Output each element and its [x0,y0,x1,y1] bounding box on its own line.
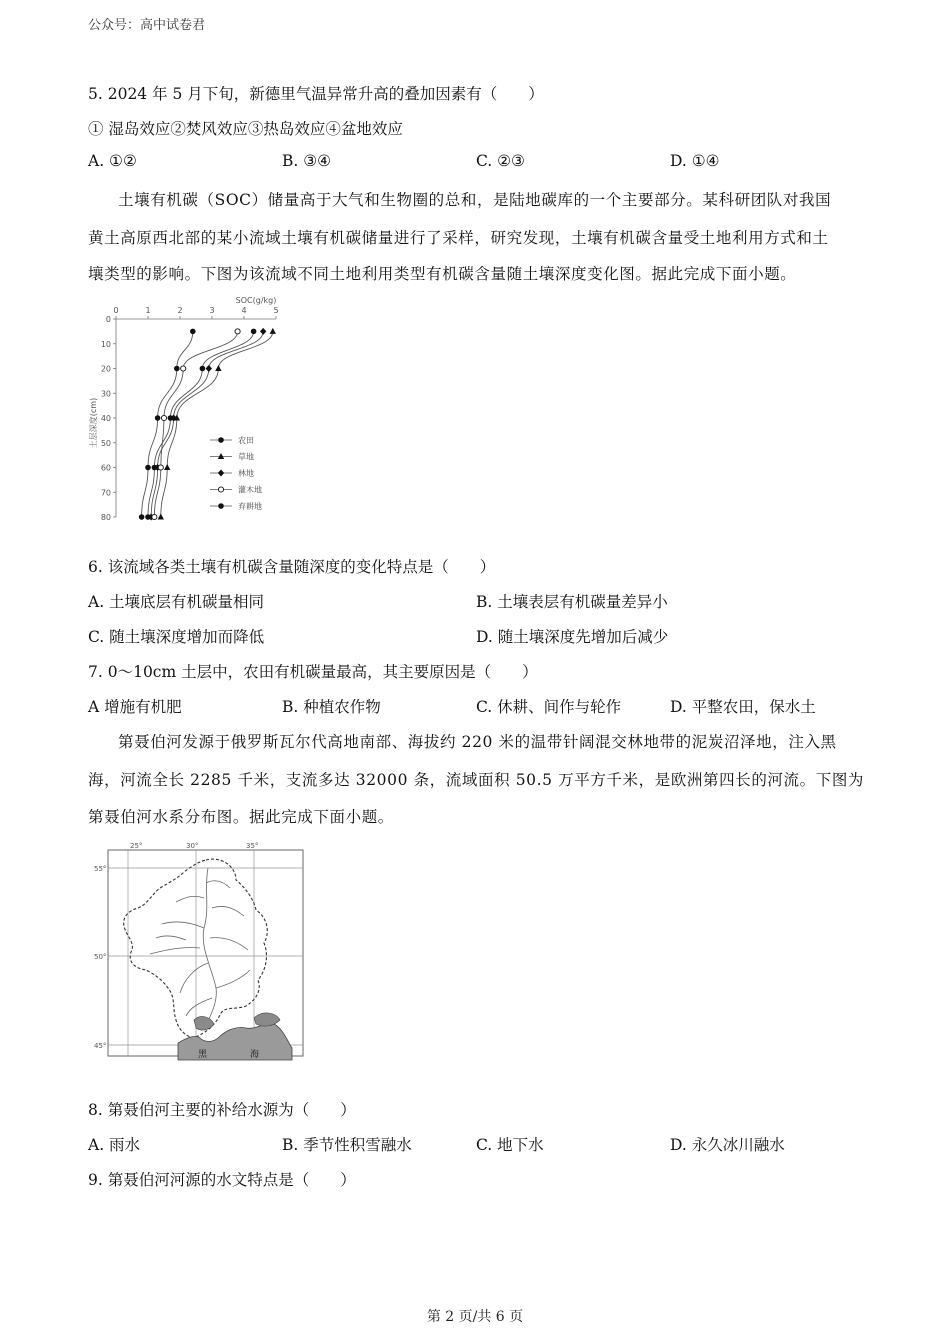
lon-label-30: 30° [186,842,199,850]
q9-stem: 9. 第聂伯河河源的水文特点是（ ） [88,1171,356,1189]
x-tick-label: 4 [241,306,247,315]
legend-marker-2 [218,470,224,477]
passage2-line-2: 海，河流全长 2285 千米，支流多达 32000 条，流域面积 50.5 万平方千米，是欧洲第四长的河流。下图为 [88,771,865,789]
series-4-point [174,366,180,372]
q5-option-c[interactable]: C. ②③ [476,152,525,170]
q6-option-b[interactable]: B. 土壤表层有机碳量差异小 [476,593,668,611]
passage1-line-3: 壤类型的影响。下图为该流域不同土地利用类型有机碳含量随土壤深度变化图。据此完成下面小题。 [88,265,797,283]
page-header-account: 公众号：高中试卷君 [88,18,206,33]
series-4-point [155,415,161,421]
q5-items: ① 湿岛效应②焚风效应③热岛效应④盆地效应 [88,120,403,138]
q7-option-a[interactable]: A 增施有机肥 [88,698,182,716]
legend-label-4: 弃耕地 [238,502,262,511]
sea-label-1: 黑 [198,1050,208,1060]
q7-stem: 7. 0～10cm 土层中，农田有机碳量最高，其主要原因是（ ） [88,663,538,681]
legend-label-3: 灌木地 [238,485,262,495]
legend-marker-1 [218,453,224,459]
y-tick-label: 10 [100,339,111,349]
series-0-point [251,329,257,335]
q5-option-b[interactable]: B. ③④ [282,152,332,170]
x-tick-label: 0 [113,306,119,315]
series-1-point [215,365,221,371]
q6-option-d[interactable]: D. 随土壤深度先增加后减少 [476,628,669,646]
series-line-4 [142,331,193,517]
series-1-point [164,464,170,470]
series-2-point [206,365,212,372]
q6-option-c[interactable]: C. 随土壤深度增加而降低 [88,628,265,646]
legend-label-2: 林地 [238,469,254,478]
y-tick-label: 70 [100,488,111,498]
chart-y-axis-label: 土层深度(cm) [89,397,98,449]
y-tick-label: 50 [100,438,111,448]
series-4-point [139,514,145,520]
series-3-point [235,329,240,334]
q8-option-b[interactable]: B. 季节性积雪融水 [282,1136,412,1154]
soc-depth-chart [86,293,310,528]
series-1-point [270,328,276,334]
x-tick-label: 2 [177,306,183,315]
series-3-point [161,415,166,420]
series-0-point [200,366,206,372]
y-tick-label: 60 [100,463,111,473]
legend-label-0: 农田 [238,436,254,445]
series-3-point [158,465,163,470]
q6-option-a[interactable]: A. 土壤底层有机碳量相同 [88,593,265,611]
q6-stem: 6. 该流域各类土壤有机碳含量随深度的变化特点是（ ） [88,558,496,576]
dnieper-river-map [86,838,308,1064]
y-tick-label: 80 [100,513,111,522]
legend-label-1: 草地 [238,452,254,462]
series-4-point [190,329,196,335]
page-footer-number: 第 2 页/共 6 页 [426,1309,524,1325]
y-tick-label: 20 [100,364,111,374]
q8-option-d[interactable]: D. 永久冰川融水 [670,1136,785,1154]
lon-label-35: 35° [246,842,259,850]
x-tick-label: 3 [209,306,215,315]
legend-marker-3 [218,487,223,492]
q7-option-c[interactable]: C. 休耕、间作与轮作 [476,698,622,716]
x-tick-label: 1 [145,306,151,315]
lat-label-55: 55° [94,865,107,873]
series-3-point [152,514,157,519]
chart-title: SOC(g/kg) [235,296,277,305]
series-1-point [158,514,164,520]
q7-option-b[interactable]: B. 种植农作物 [282,698,381,716]
y-tick-label: 0 [105,315,111,324]
lon-label-25: 25° [130,842,143,850]
series-4-point [145,465,151,471]
q7-option-d[interactable]: D. 平整农田，保水土 [670,698,816,716]
q5-option-d[interactable]: D. ①④ [670,152,720,170]
q5-option-a[interactable]: A. ①② [88,152,137,170]
lat-label-45: 45° [94,1042,107,1050]
y-tick-label: 30 [100,389,111,399]
series-2-point [260,328,266,335]
x-tick-label: 5 [273,306,279,315]
series-3-point [181,366,186,371]
legend-marker-4 [218,503,224,509]
sea-label-2: 海 [250,1050,260,1060]
passage2-line-3: 第聂伯河水系分布图。据此完成下面小题。 [88,808,394,826]
passage1-line-1: 土壤有机碳（SOC）储量高于大气和生物圈的总和，是陆地碳库的一个主要部分。某科研团队对我国 [118,191,832,209]
q8-stem: 8. 第聂伯河主要的补给水源为（ ） [88,1101,356,1119]
q5-stem: 5. 2024 年 5 月下旬，新德里气温异常升高的叠加因素有（ ） [88,85,544,103]
passage1-line-2: 黄土高原西北部的某小流域土壤有机碳储量进行了采样，研究发现，土壤有机碳含量受土地利用方式和土 [88,229,829,247]
passage2-line-1: 第聂伯河发源于俄罗斯瓦尔代高地南部、海拔约 220 米的温带针阔混交林地带的泥炭沼泽地，注入黑 [118,733,837,751]
y-tick-label: 40 [100,414,111,423]
lat-label-50: 50° [94,953,107,961]
q8-option-a[interactable]: A. 雨水 [88,1136,141,1154]
legend-marker-0 [218,437,224,443]
q8-option-c[interactable]: C. 地下水 [476,1136,544,1154]
